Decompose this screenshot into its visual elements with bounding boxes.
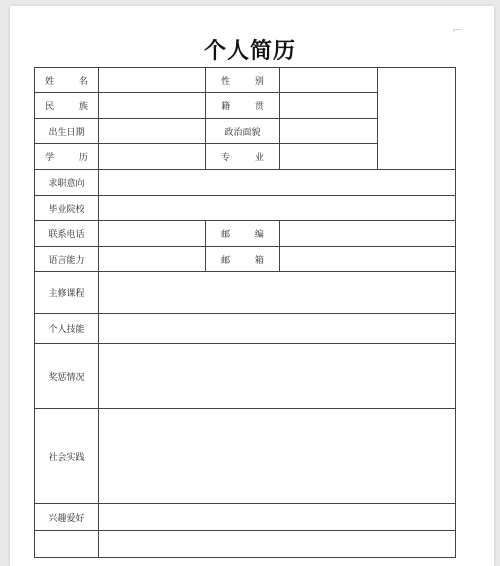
field-language[interactable] xyxy=(99,247,206,272)
label-hobbies: 兴趣爱好 xyxy=(35,504,99,531)
field-email[interactable] xyxy=(280,247,456,272)
label-awards: 奖惩情况 xyxy=(35,344,99,409)
label-gender: 性 别 xyxy=(206,68,280,93)
label-email: 邮 箱 xyxy=(206,247,280,272)
table-row xyxy=(35,170,456,196)
table-row xyxy=(35,247,456,272)
field-political-status[interactable] xyxy=(280,119,378,144)
field-gender[interactable] xyxy=(280,68,378,93)
label-birth-date: 出生日期 xyxy=(35,119,99,144)
label-native-place: 籍 贯 xyxy=(206,93,280,119)
label-school: 毕业院校 xyxy=(35,196,99,221)
table-row xyxy=(35,409,456,504)
table-row xyxy=(35,314,456,344)
label-education: 学 历 xyxy=(35,144,99,170)
field-phone[interactable] xyxy=(99,221,206,247)
label-job-intent: 求职意向 xyxy=(35,170,99,196)
field-name[interactable] xyxy=(99,68,206,93)
resume-table xyxy=(34,67,456,558)
label-social-practice: 社会实践 xyxy=(35,409,99,504)
table-row xyxy=(35,531,456,558)
label-language: 语言能力 xyxy=(35,247,99,272)
field-job-intent[interactable] xyxy=(99,170,456,196)
field-birth-date[interactable] xyxy=(99,119,206,144)
label-courses: 主修课程 xyxy=(35,272,99,314)
field-awards[interactable] xyxy=(99,344,456,409)
table-row xyxy=(35,504,456,531)
label-extra xyxy=(35,531,99,558)
table-row xyxy=(35,68,456,93)
label-phone: 联系电话 xyxy=(35,221,99,247)
table-row xyxy=(35,272,456,314)
page-corner-icon: ⌐ xyxy=(452,23,463,37)
label-political-status: 政治面貌 xyxy=(206,119,280,144)
field-education[interactable] xyxy=(99,144,206,170)
label-name: 姓 名 xyxy=(35,68,99,93)
field-school[interactable] xyxy=(99,196,456,221)
field-postcode[interactable] xyxy=(280,221,456,247)
label-skills: 个人技能 xyxy=(35,314,99,344)
field-social-practice[interactable] xyxy=(99,409,456,504)
page-title: 个人简历 xyxy=(203,39,296,64)
table-row xyxy=(35,221,456,247)
field-hobbies[interactable] xyxy=(99,504,456,531)
field-native-place[interactable] xyxy=(280,93,378,119)
field-ethnicity[interactable] xyxy=(99,93,206,119)
field-major[interactable] xyxy=(280,144,378,170)
label-ethnicity: 民 族 xyxy=(35,93,99,119)
field-courses[interactable] xyxy=(99,272,456,314)
field-extra[interactable] xyxy=(99,531,456,558)
field-skills[interactable] xyxy=(99,314,456,344)
table-row xyxy=(35,196,456,221)
photo-box[interactable] xyxy=(378,68,456,170)
table-row xyxy=(35,344,456,409)
label-postcode: 邮 编 xyxy=(206,221,280,247)
label-major: 专 业 xyxy=(206,144,280,170)
